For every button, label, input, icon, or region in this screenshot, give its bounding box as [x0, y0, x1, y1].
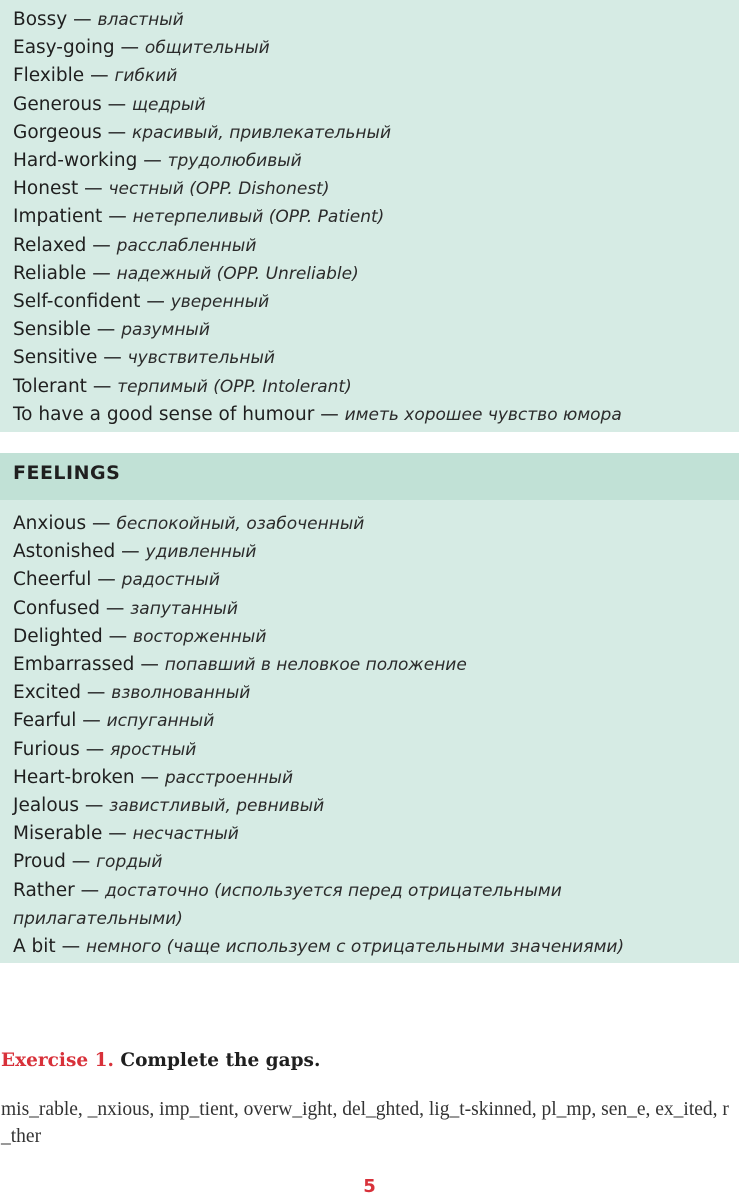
dash-separator: — [140, 654, 159, 676]
vocabulary-entry [13, 595, 663, 623]
russian-translation: завистливый, ревнивый [109, 796, 325, 817]
russian-translation: немного (чаще используем с отрицательными значениями) [85, 937, 625, 958]
english-word: Delighted [13, 625, 103, 647]
exercise-gap-words: mis_rable, _nxious, imp_tient, overw_ight, del_ghted, lig_t-skinned, pl_mp, sen_e, ex_ited, r_ther [1, 1099, 729, 1147]
russian-translation: терпимый (OPP. Intolerant) [117, 376, 352, 397]
english-word: Excited [13, 682, 82, 704]
vocabulary-entry [13, 736, 663, 764]
english-word: Jealous [13, 795, 79, 817]
russian-translation: разумный [121, 320, 210, 341]
vocabulary-entry [13, 679, 663, 707]
exercise-instruction: Complete the gaps. [120, 1050, 321, 1071]
dash-separator: — [107, 121, 127, 143]
english-word: Miserable [13, 823, 103, 845]
dash-separator: — [61, 936, 81, 958]
dash-separator: — [92, 234, 111, 256]
russian-translation: надежный (OPP. Unreliable) [116, 263, 359, 284]
english-word: Sensible [13, 319, 91, 341]
english-word: Fearful [13, 710, 77, 732]
english-word: A bit [13, 936, 56, 958]
personality-word-list [13, 6, 622, 429]
dash-separator: — [86, 682, 106, 704]
dash-separator: — [103, 347, 122, 369]
russian-translation: нетерпеливый (OPP. Patient) [132, 207, 385, 228]
vocabulary-entry [13, 510, 663, 538]
vocabulary-entry [13, 401, 622, 429]
vocabulary-entry [13, 288, 622, 316]
personality-vocabulary-box [0, 0, 739, 432]
feelings-word-list [13, 510, 663, 961]
dash-separator: — [90, 65, 109, 87]
english-word: Tolerant [13, 375, 87, 397]
dash-separator: — [82, 710, 101, 732]
vocabulary-entry [13, 344, 622, 372]
dash-separator: — [146, 291, 165, 313]
vocabulary-entry [13, 316, 622, 344]
russian-translation: попавший в неловкое положение [164, 655, 467, 676]
dash-separator: — [84, 178, 103, 200]
english-word: Hard-working [13, 150, 138, 172]
english-word: Furious [13, 738, 80, 760]
dash-separator: — [92, 262, 111, 284]
vocabulary-entry [13, 820, 663, 848]
vocabulary-entry [13, 623, 663, 651]
feelings-heading: FEELINGS [13, 462, 121, 484]
dash-separator: — [92, 375, 112, 397]
vocabulary-entry [13, 91, 622, 119]
russian-translation: гордый [96, 852, 163, 873]
english-word: To have a good sense of humour [13, 403, 315, 425]
english-word: Heart-broken [13, 766, 135, 788]
vocabulary-entry [13, 119, 622, 147]
dash-separator: — [105, 597, 125, 619]
vocabulary-entry [13, 933, 663, 961]
english-word: Self-confident [13, 291, 141, 313]
russian-translation: восторженный [133, 626, 267, 647]
dash-separator: — [96, 319, 116, 341]
vocabulary-entry [13, 707, 663, 735]
russian-translation: честный (OPP. Dishonest) [108, 179, 330, 200]
russian-translation: уверенный [170, 292, 270, 313]
dash-separator: — [121, 541, 140, 563]
english-word: Proud [13, 851, 66, 873]
russian-translation: чувствительный [127, 348, 275, 369]
russian-translation: расстроенный [164, 767, 294, 788]
vocabulary-entry [13, 34, 622, 62]
vocabulary-entry [13, 373, 622, 401]
exercise-number: Exercise 1. [1, 1050, 114, 1071]
english-word: Honest [13, 178, 79, 200]
vocabulary-entry [13, 651, 663, 679]
dash-separator: — [71, 851, 91, 873]
russian-translation: красивый, привлекательный [132, 122, 392, 143]
dash-separator: — [92, 513, 111, 534]
english-word: Confused [13, 597, 100, 619]
vocabulary-entry [13, 764, 663, 792]
vocabulary-entry [13, 147, 622, 175]
dash-separator: — [73, 9, 92, 30]
page-number: 5 [363, 1176, 376, 1197]
vocabulary-entry [13, 792, 663, 820]
russian-translation: испуганный [106, 711, 215, 732]
english-word: Flexible [13, 65, 85, 87]
english-word: Embarrassed [13, 654, 135, 676]
exercise-title [1, 1050, 320, 1071]
vocabulary-entry [13, 232, 622, 260]
russian-translation: гибкий [114, 66, 178, 87]
vocabulary-entry [13, 260, 622, 288]
russian-translation: взволнованный [111, 683, 251, 704]
feelings-heading-bar [0, 453, 739, 500]
russian-translation: запутанный [130, 598, 238, 619]
russian-translation: радостный [121, 570, 220, 591]
vocabulary-entry [13, 6, 622, 34]
russian-translation: трудолюбивый [167, 151, 302, 172]
feelings-vocabulary-box [0, 453, 739, 963]
dash-separator: — [85, 738, 105, 760]
english-word: Gorgeous [13, 121, 102, 143]
russian-translation: иметь хорошее чувство юмора [344, 404, 622, 425]
dash-separator: — [320, 403, 339, 425]
dash-separator: — [140, 766, 159, 788]
russian-translation: расслабленный [116, 235, 257, 256]
russian-translation: достаточно (используется перед отрицательными прилагательными) [13, 880, 562, 929]
vocabulary-entry [13, 877, 663, 933]
dash-separator: — [108, 206, 127, 228]
english-word: Generous [13, 93, 102, 115]
russian-translation: удивленный [145, 542, 257, 563]
english-word: Rather [13, 879, 75, 901]
russian-translation: щедрый [132, 94, 206, 115]
russian-translation: беспокойный, озабоченный [116, 514, 365, 534]
russian-translation: общительный [144, 38, 270, 59]
dash-separator: — [80, 879, 100, 901]
dash-separator: — [143, 150, 162, 172]
vocabulary-entry [13, 62, 622, 90]
english-word: Bossy [13, 9, 68, 30]
english-word: Impatient [13, 206, 103, 228]
vocabulary-entry [13, 566, 663, 594]
english-word: Reliable [13, 262, 87, 284]
english-word: Cheerful [13, 569, 92, 591]
vocabulary-entry [13, 175, 622, 203]
russian-translation: несчастный [132, 824, 239, 845]
english-word: Easy-going [13, 37, 115, 59]
vocabulary-entry [13, 203, 622, 231]
vocabulary-entry [13, 848, 663, 876]
english-word: Astonished [13, 541, 116, 563]
dash-separator: — [107, 93, 127, 115]
russian-translation: властный [97, 10, 184, 30]
dash-separator: — [108, 823, 127, 845]
english-word: Anxious [13, 513, 87, 534]
dash-separator: — [84, 795, 104, 817]
dash-separator: — [120, 37, 140, 59]
english-word: Sensitive [13, 347, 98, 369]
vocabulary-entry [13, 538, 663, 566]
dash-separator: — [97, 569, 116, 591]
russian-translation: яростный [110, 739, 197, 760]
english-word: Relaxed [13, 234, 87, 256]
dash-separator: — [108, 625, 128, 647]
